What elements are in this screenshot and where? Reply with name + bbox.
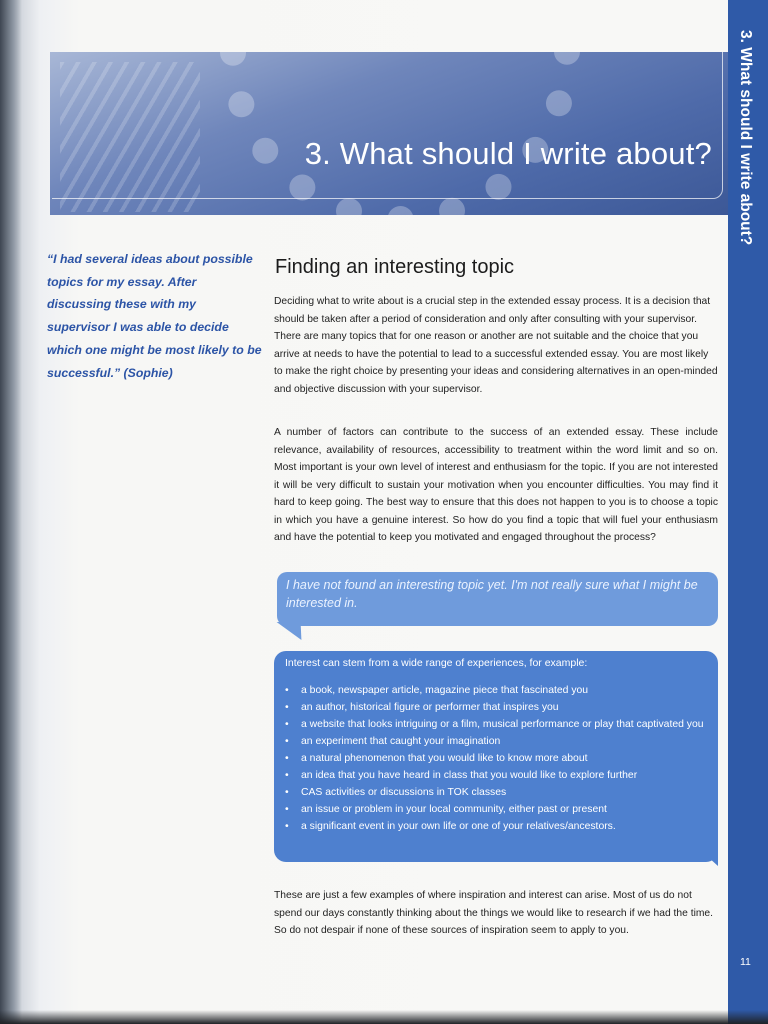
examples-list xyxy=(284,682,704,835)
list-item: • a significant event in your own life or one of your relatives/ancestors. xyxy=(284,818,704,835)
list-item: • an experiment that caught your imagination xyxy=(284,733,704,750)
examples-intro: Interest can stem from a wide range of experiences, for example: xyxy=(285,657,588,669)
speech-bubble-text: I have not found an interesting topic yet. I'm not really sure what I might be interested in. xyxy=(286,578,698,610)
list-item: • an issue or problem in your local community, either past or present xyxy=(284,801,704,818)
list-item: • a natural phenomenon that you would like to know more about xyxy=(284,750,704,767)
student-quote: “I had several ideas about possible topics for my essay. After discussing these with my supervisor I was able to decide which one might be most likely to be successful.” (Sophie) xyxy=(47,252,262,380)
spine-shadow xyxy=(0,0,22,1024)
paragraph-2: A number of factors can contribute to the success of an extended essay. These include relevance, availability of resources, accessibility to treatment within the word limit and so on. Most important is your own level of interest and enthusiasm for the topic. If you are not interested it will be very difficult to sustain your motivation when you encounter difficulties. You may find it hard to keep going. The best way to ensure that this does not happen to you is to choose a topic in which you have a genuine interest. So how do you find a topic that will fuel your enthusiasm and have the potential to keep you motivated and engaged throughout the process? xyxy=(274,427,718,543)
chapter-banner xyxy=(50,52,730,215)
examples-box-tail xyxy=(698,848,718,866)
page-bottom-edge xyxy=(0,1010,768,1024)
side-tab-label: 3. What should I write about? xyxy=(737,30,754,246)
section-heading: Finding an interesting topic xyxy=(275,256,515,278)
list-item: • CAS activities or discussions in TOK classes xyxy=(284,784,704,801)
list-item: • an author, historical figure or performer that inspires you xyxy=(284,699,704,716)
chapter-title: 3. What should I write about? xyxy=(304,136,712,171)
list-item: • an idea that you have heard in class that you would like to explore further xyxy=(284,767,704,784)
speech-bubble-tail xyxy=(277,622,306,640)
page-number: 11 xyxy=(740,956,751,968)
paragraph-1: Deciding what to write about is a crucial step in the extended essay process. It is a decision that should be taken after a period of consideration and only after consulting with your supervisor. There are many topics that for one reason or another are not suitable and the choice that you arrive at needs to have the potential to lead to a successful extended essay. You are most likely to make the right choice by presenting your ideas and considering alternatives in an open-minded and objective discussion with your supervisor. xyxy=(274,296,718,395)
closing-paragraph: These are just a few examples of where inspiration and interest can arise. Most of us do not spend our days constantly thinking about the things we would like to research if we had the time. So do not despair if none of these sources of inspiration seem to apply to you. xyxy=(274,890,714,936)
banner-frame xyxy=(52,52,723,199)
list-item: • a website that looks intriguing or a film, musical performance or play that captivated you xyxy=(284,716,704,733)
list-item: • a book, newspaper article, magazine piece that fascinated you xyxy=(284,682,704,699)
